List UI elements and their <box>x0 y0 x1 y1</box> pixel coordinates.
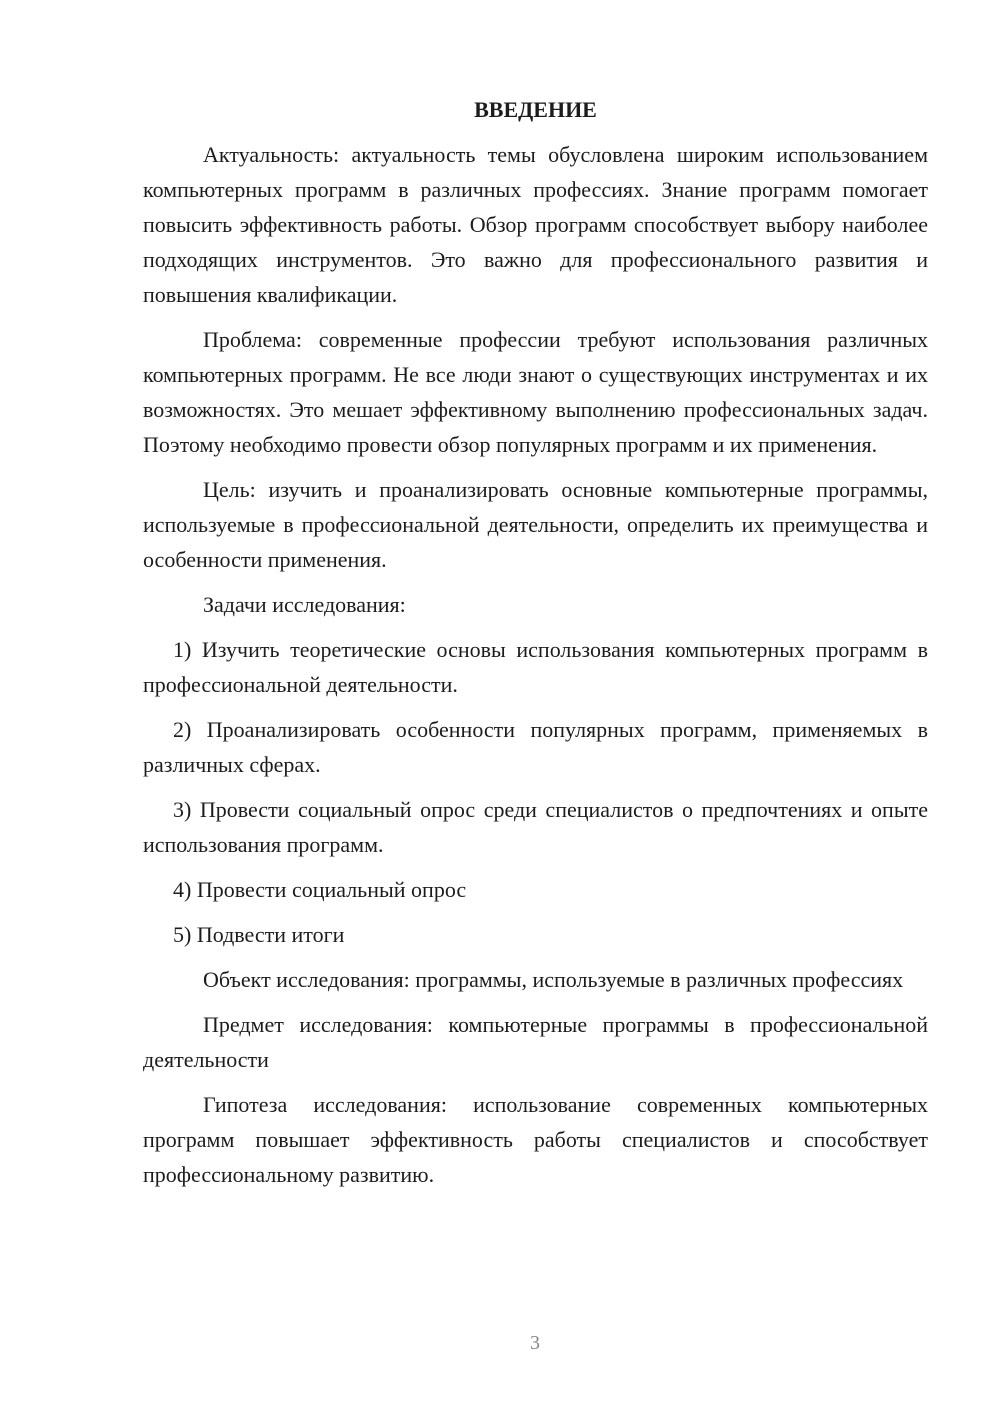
task-item-5: 5) Подвести итоги <box>173 922 345 947</box>
task-item-2: 2) Проанализировать особенности популярных программ, применяемых в различных сферах. <box>143 717 928 777</box>
paragraph-subject: Предмет исследования: компьютерные программы в профессиональной деятельности <box>143 1012 928 1072</box>
paragraph-object: Объект исследования: программы, используемые в различных профессиях <box>203 967 904 992</box>
task-item-3: 3) Провести социальный опрос среди специалистов о предпочтениях и опыте использования программ. <box>143 797 928 857</box>
task-item-1: 1) Изучить теоретические основы использования компьютерных программ в профессиональной деятельности. <box>143 637 928 697</box>
page-title: ВВЕДЕНИЕ <box>474 97 597 122</box>
task-item-4: 4) Провести социальный опрос <box>173 877 467 902</box>
paragraph-relevance: Актуальность: актуальность темы обусловлена широким использованием компьютерных программ в различных профессиях. Знание программ помогает повысить эффективность работы. Обзор программ способствует выбору наиболее подходящих инструментов. Это важно для профессионального развития и повышения квалификации. <box>143 142 928 307</box>
paragraph-goal: Цель: изучить и проанализировать основные компьютерные программы, используемые в профессиональной деятельности, определить их преимущества и особенности применения. <box>143 477 928 572</box>
paragraph-problem: Проблема: современные профессии требуют использования различных компьютерных программ. Не все люди знают о существующих инструментах и их возможностях. Это мешает эффективному выполнению профессиональных задач. Поэтому необходимо провести обзор популярных программ и их применения. <box>143 327 928 457</box>
paragraph-tasks-heading: Задачи исследования: <box>203 592 406 617</box>
page-number: 3 <box>530 1332 540 1354</box>
paragraph-hypothesis: Гипотеза исследования: использование современных компьютерных программ повышает эффективность работы специалистов и способствует профессиональному развитию. <box>143 1092 928 1187</box>
page-content <box>143 92 928 1202</box>
